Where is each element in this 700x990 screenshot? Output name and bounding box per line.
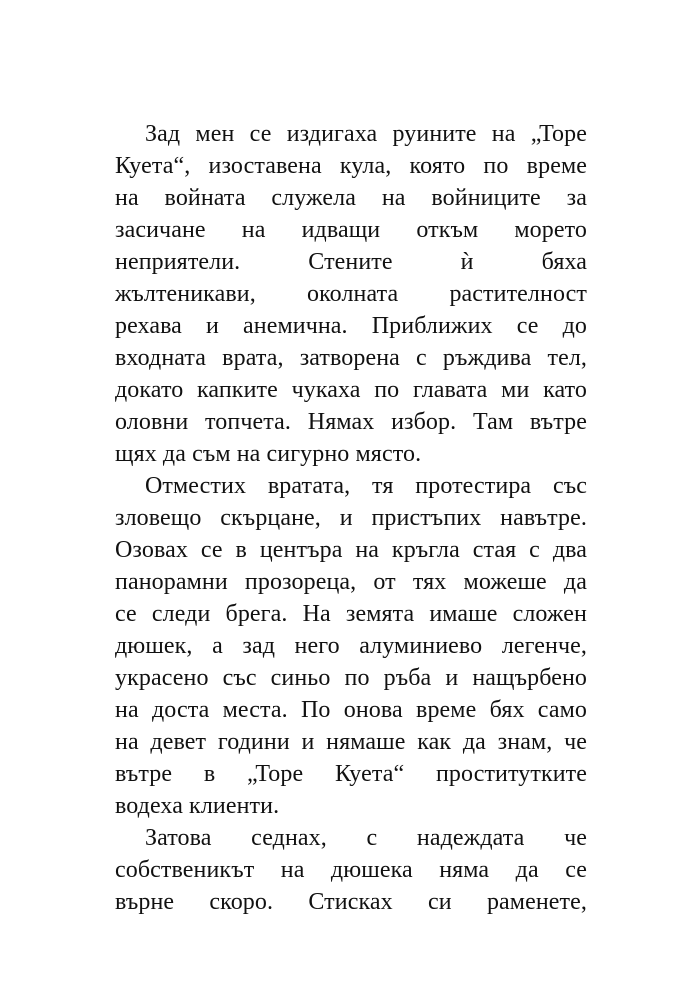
text-line: украсено със синьо по ръба и нащърбено — [115, 665, 587, 691]
text-line: на доста места. По онова време бях само — [115, 697, 587, 723]
text-line: рехава и анемична. Приближих се до — [115, 313, 587, 339]
paragraph-2 — [115, 470, 587, 822]
text-line: Озовах се в центъра на кръгла стая с два — [115, 537, 587, 563]
text-line: оловни топчета. Нямах избор. Там вътре — [115, 409, 587, 435]
text-line: неприятели. Стените ѝ бяха — [115, 249, 587, 275]
paragraph-1 — [115, 118, 587, 470]
text-line: се следи брега. На земята имаше сложен — [115, 601, 587, 627]
text-line: на войната служела на войниците за — [115, 185, 587, 211]
text-line: жълтеникави, околната растителност — [115, 281, 587, 307]
body-text — [115, 118, 587, 918]
text-line: Отместих вратата, тя протестира със — [145, 473, 587, 499]
text-line: докато капките чукаха по главата ми като — [115, 377, 587, 403]
text-line: собственикът на дюшека няма да се — [115, 857, 587, 883]
text-line: зловещо скърцане, и пристъпих навътре. — [115, 505, 587, 531]
text-line: Зад мен се издигаха руините на „Торе — [145, 121, 587, 147]
text-line: вътре в „Торе Куета“ проститутките — [115, 761, 587, 787]
text-line: засичане на идващи откъм морето — [115, 217, 587, 243]
text-line: водеха клиенти. — [115, 793, 280, 819]
text-line: Куета“, изоставена кула, която по време — [115, 153, 587, 179]
text-line: на девет години и нямаше как да знам, че — [115, 729, 587, 755]
paragraph-3 — [115, 822, 587, 918]
text-line: дюшек, а зад него алуминиево легенче, — [115, 633, 587, 659]
text-line: върне скоро. Стисках си раменете, — [115, 889, 587, 915]
text-line: Затова седнах, с надеждата че — [145, 825, 587, 851]
text-line: щях да съм на сигурно място. — [115, 441, 422, 467]
text-line: панорамни прозореца, от тях можеше да — [115, 569, 587, 595]
text-line: входната врата, затворена с ръждива тел, — [115, 345, 587, 371]
